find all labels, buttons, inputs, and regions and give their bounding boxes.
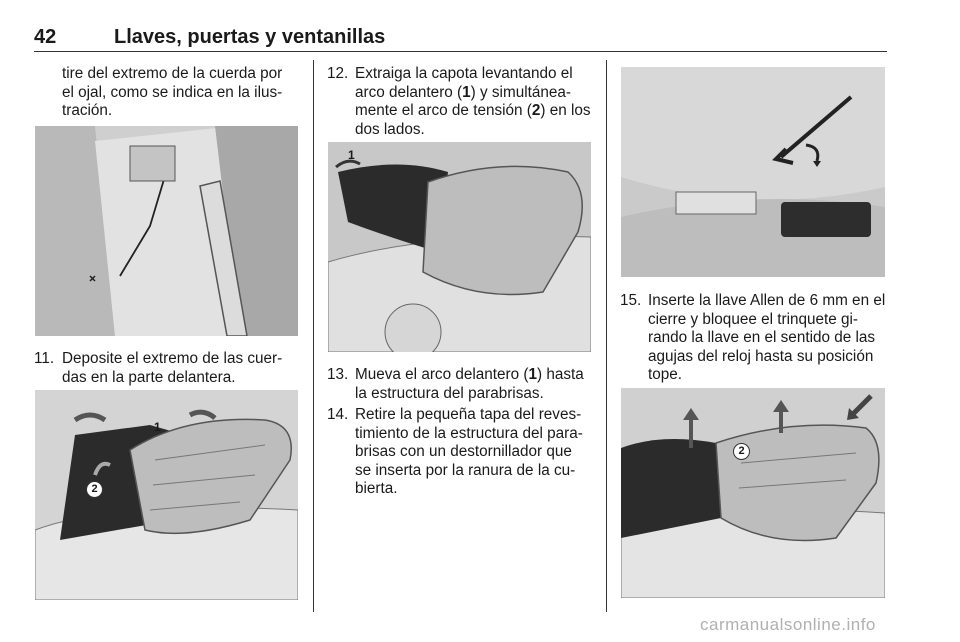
- figure-cords-front: [35, 390, 298, 600]
- label-2: 2: [733, 443, 750, 460]
- step-number: 14.: [327, 406, 349, 423]
- label-2: 2: [86, 481, 103, 498]
- page-title: Llaves, puertas y ventanillas: [114, 26, 386, 48]
- step-text: Retire la pequeña tapa del reves-timiento de la estructura del para-brisas con un destornillador que se inserta por la ranura de la cu-bierta.: [355, 406, 583, 497]
- page-number: 42: [34, 26, 57, 48]
- step-number: 12.: [327, 65, 349, 82]
- step-text: Mueva el arco delantero (1) hasta la estructura del parabrisas.: [355, 366, 584, 402]
- figure-remove-top: [328, 142, 591, 352]
- figure-allen-key: [621, 67, 885, 277]
- step-text: Extraiga la capota levantando el arco delantero (1) y simultánea-mente el arco de tensión (2) en los dos lados.: [355, 65, 591, 138]
- step-number: 13.: [327, 366, 349, 383]
- header-rule: [34, 51, 887, 52]
- label-1: 1: [348, 148, 355, 162]
- step-text: Inserte la llave Allen de 6 mm en el cierre y bloquee el trinquete gi-rando la llave en el sentido de las agujas del reloj hasta su posición tope.: [648, 292, 886, 383]
- step-text: Deposite el extremo de las cuer-das en la parte delantera.: [62, 350, 283, 386]
- watermark: carmanualsonline.info: [700, 615, 876, 634]
- step-number: 15.: [620, 292, 642, 309]
- figure-raise-top: [621, 388, 885, 598]
- column-divider-right: [606, 60, 607, 612]
- step-number: 11.: [34, 350, 55, 367]
- step10-continuation: tire del extremo de la cuerda por el ojal, como se indica en la ilus-tración.: [62, 65, 283, 119]
- figure-cord-eyelet: [35, 126, 298, 336]
- column-divider-left: [313, 60, 314, 612]
- label-1: 1: [154, 420, 161, 434]
